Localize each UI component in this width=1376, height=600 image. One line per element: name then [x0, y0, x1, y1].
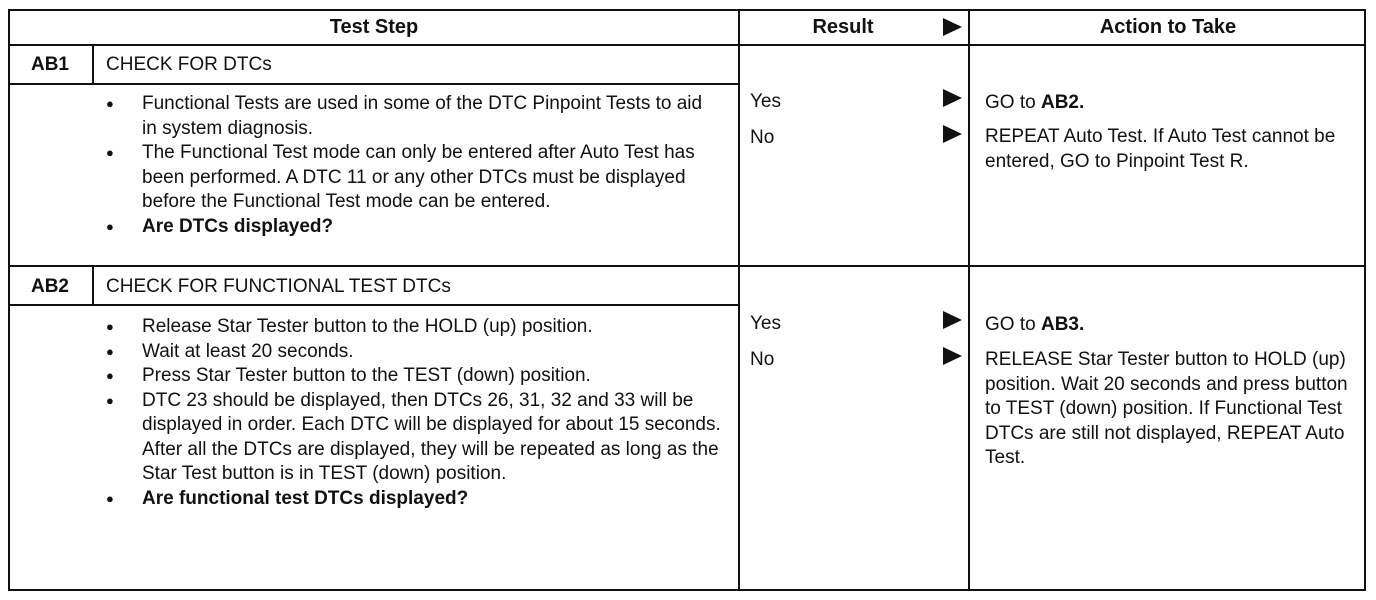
diagnostic-table [8, 9, 1366, 591]
result-yes-ab1[interactable]: Yes [750, 91, 781, 112]
action-text: GO to [985, 314, 1041, 335]
arrow-right-icon [943, 347, 962, 365]
action-text: RELEASE Star Tester button to HOLD (up) position. Wait 20 seconds and press button to TEST (down) position. If Functional Test DTCs are still not displayed, REPEAT Auto Test. [985, 349, 1348, 468]
arrow-right-icon [943, 18, 962, 36]
list-item-question: ● Are DTCs displayed? [102, 215, 722, 240]
step-id-ab2: AB2 [30, 276, 69, 297]
step-title-ab2: CHECK FOR FUNCTIONAL TEST DTCs [106, 276, 451, 297]
action-text: REPEAT Auto Test. If Auto Test cannot be entered, GO to Pinpoint Test R. [985, 126, 1336, 172]
id-divider-ab1 [92, 44, 94, 83]
action-no-ab1 [985, 125, 1363, 174]
header-result: Result [812, 16, 874, 38]
list-item: ● Release Star Tester button to the HOLD (up) position. [102, 315, 722, 340]
action-yes-ab2 [985, 313, 1363, 338]
list-item: ● DTC 23 should be displayed, then DTCs 26, 31, 32 and 33 will be displayed in order. Each DTC will be displayed for about 15 seconds. After all the DTCs are displayed, they will be repeated as long as the Star Test button is in TEST (down) position. [102, 389, 722, 487]
step-id-ab1: AB1 [30, 54, 69, 75]
header-divider [10, 44, 1366, 46]
action-yes-ab1 [985, 91, 1363, 116]
arrow-right-icon [943, 311, 962, 329]
title-underline-ab2 [10, 304, 740, 306]
arrow-right-icon [943, 89, 962, 107]
arrow-right-icon [943, 125, 962, 143]
list-item: ● The Functional Test mode can only be entered after Auto Test has been performed. A DTC 11 or any other DTCs must be displayed before the Functional Test mode can be entered. [102, 141, 722, 215]
header-test-step: Test Step [329, 16, 419, 38]
id-divider-ab2 [92, 265, 94, 305]
result-yes-ab2[interactable]: Yes [750, 313, 781, 334]
row-divider-ab1-ab2 [10, 265, 1366, 267]
result-no-ab1[interactable]: No [750, 127, 775, 148]
result-no-ab2[interactable]: No [750, 349, 775, 370]
action-target-step: AB3. [1040, 314, 1085, 335]
action-no-ab2 [985, 348, 1363, 471]
title-underline-ab1 [10, 83, 740, 85]
bullet-list-ab1 [102, 92, 722, 239]
list-item: ● Functional Tests are used in some of the DTC Pinpoint Tests to aid in system diagnosis. [102, 92, 722, 141]
column-divider-result-action [968, 11, 970, 591]
list-item-question: ● Are functional test DTCs displayed? [102, 487, 722, 512]
header-action: Action to Take [1099, 16, 1237, 38]
step-title-ab1: CHECK FOR DTCs [106, 54, 272, 75]
column-divider-step-result [738, 11, 740, 591]
action-text: GO to [985, 92, 1041, 113]
action-target-step: AB2. [1040, 92, 1085, 113]
list-item: ● Press Star Tester button to the TEST (down) position. [102, 364, 722, 389]
bullet-list-ab2 [102, 315, 722, 511]
list-item: ● Wait at least 20 seconds. [102, 340, 722, 365]
